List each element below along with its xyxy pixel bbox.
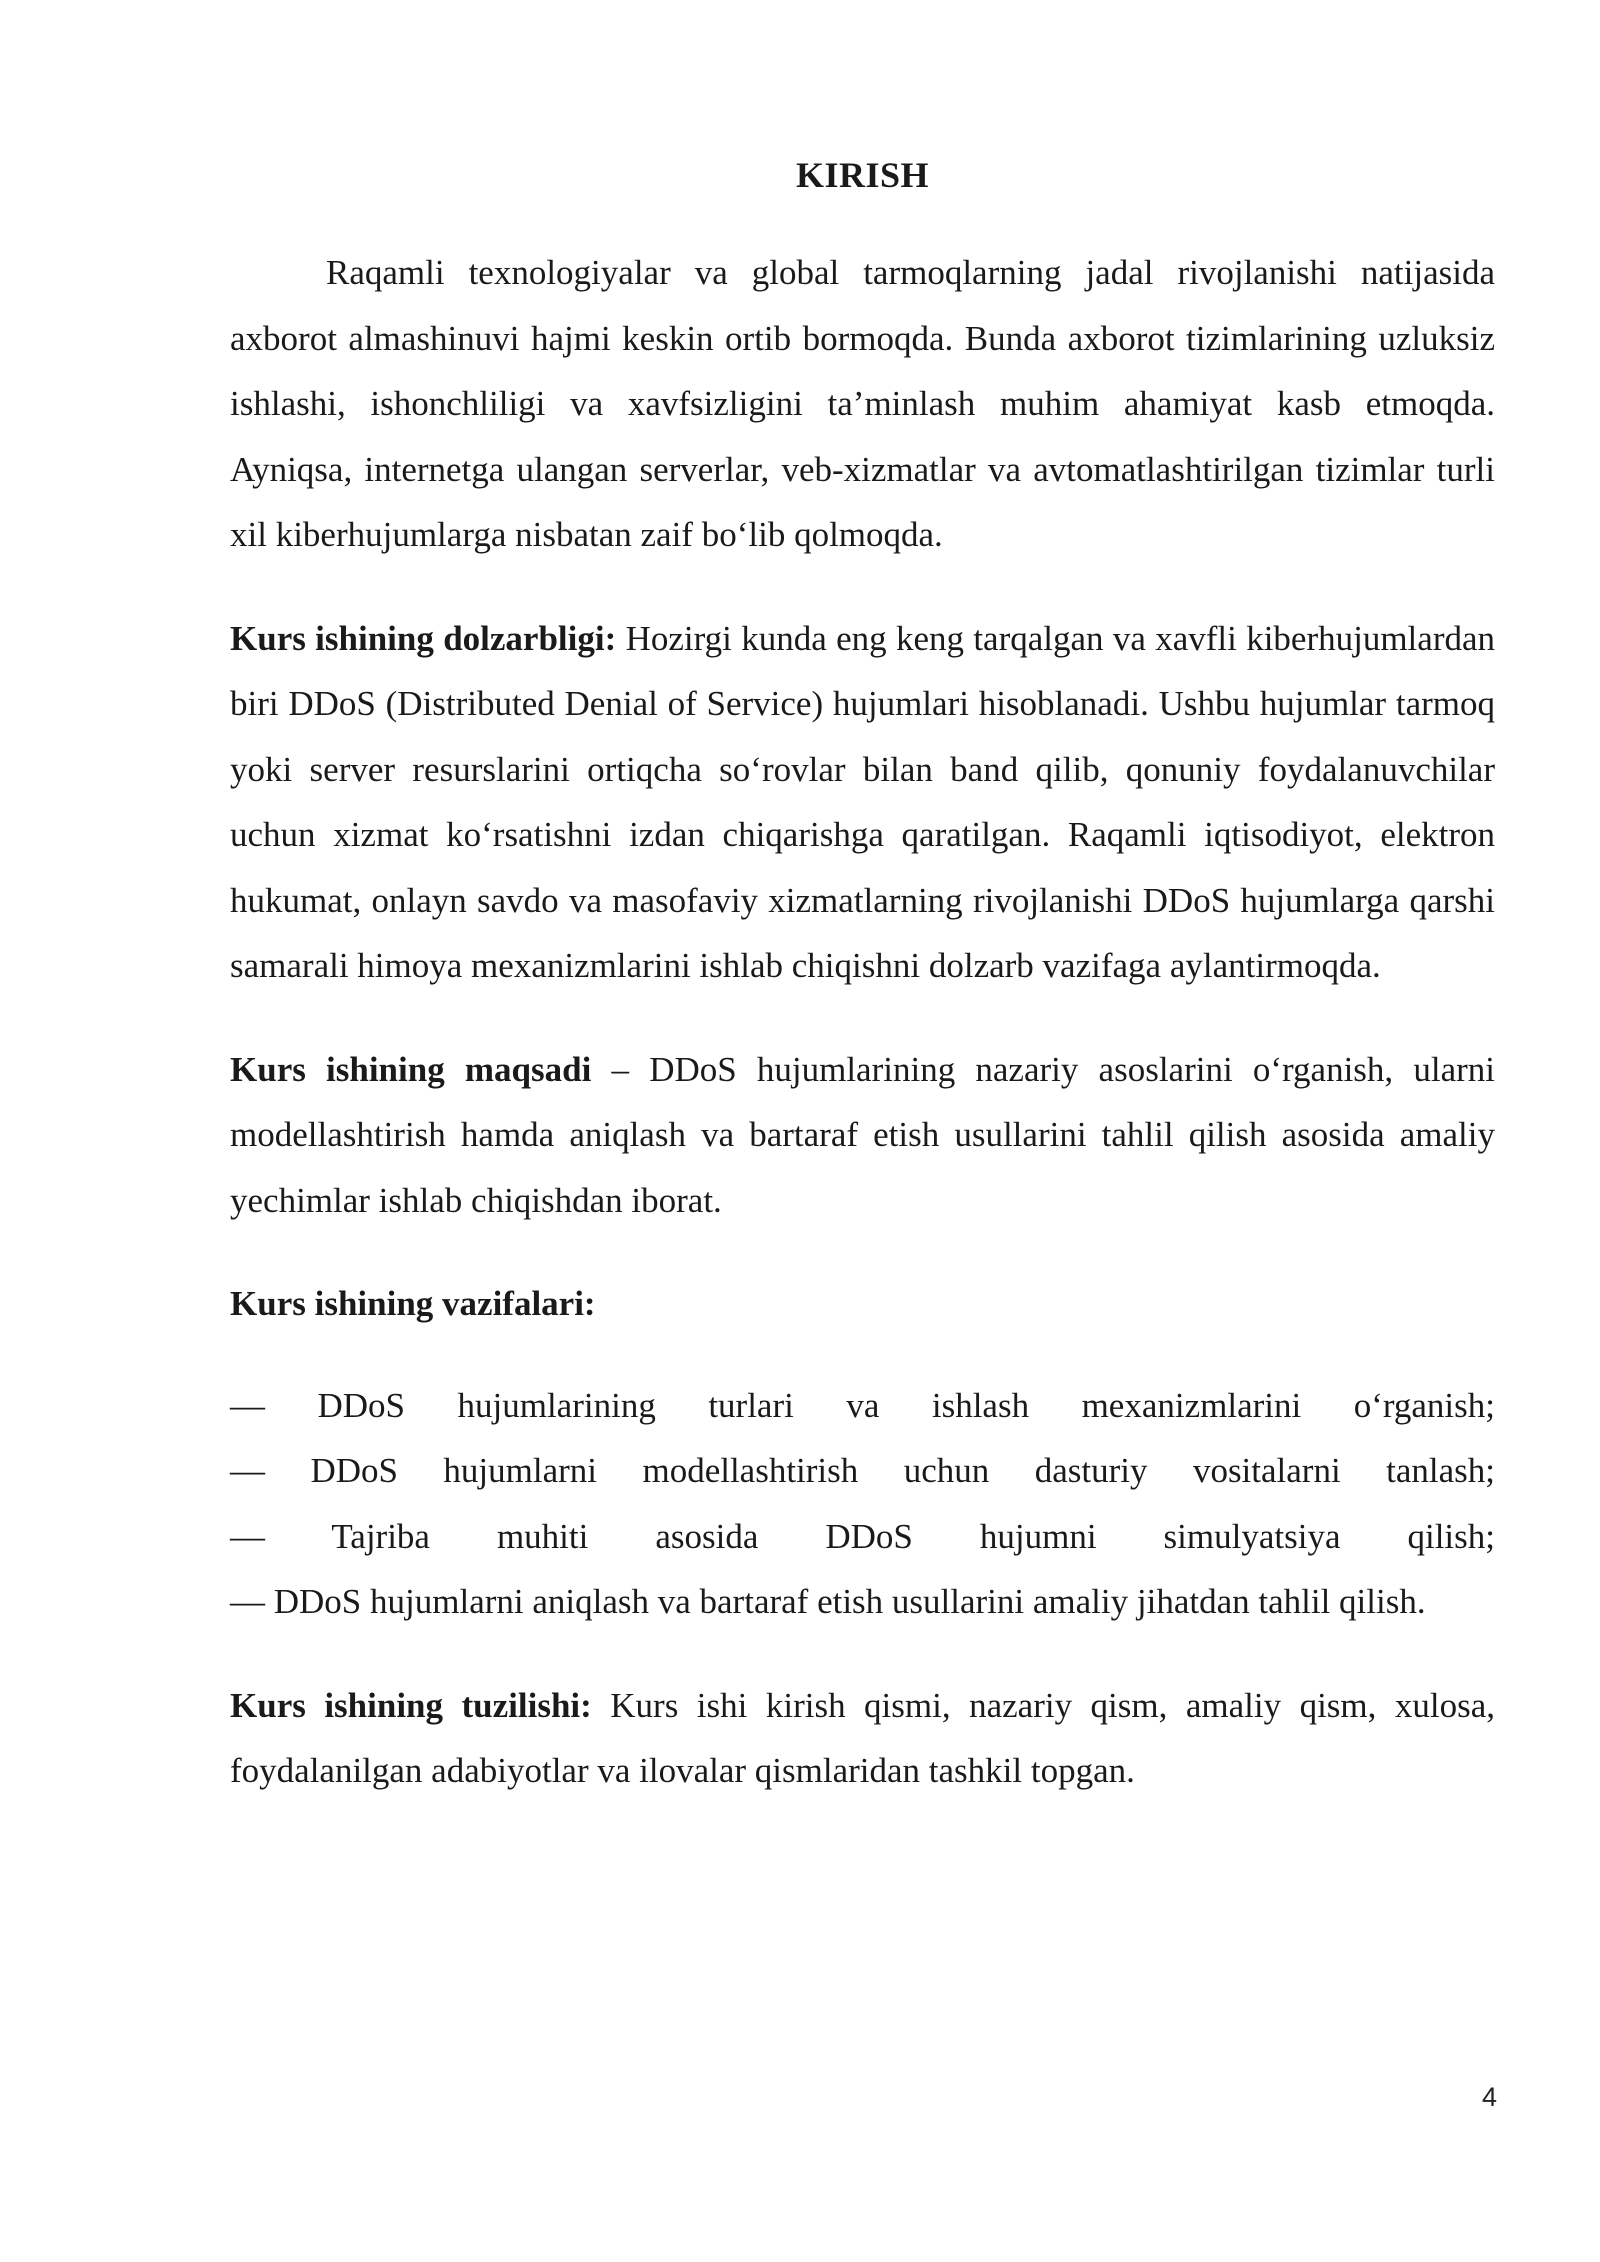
task-item: — DDoS hujumlarni modellashtirish uchun dasturiy vositalarni tanlash; [230,1451,1495,1490]
task-item: — DDoS hujumlarining turlari va ishlash mexanizmlarini o‘rganish; [230,1385,1495,1425]
goal-paragraph [230,1037,1495,1234]
tasks-list [230,1373,1495,1635]
task-item: — Tajriba muhiti asosida DDoS hujumni simulyatsiya qilish; [230,1516,1495,1556]
task-item: — DDoS hujumlarni aniqlash va bartaraf etish usullarini amaliy jihatdan tahlil qilish. [230,1582,1426,1621]
document-page [230,140,1495,1804]
structure-label: Kurs ishining tuzilishi: [230,1685,592,1725]
relevance-text: Hozirgi kunda eng keng tarqalgan va xavfli kiberhujumlardan biri DDoS (Distributed Denial of Service) hujumlari hisoblanadi. Ushbu hujumlar tarmoq yoki server resurslarini ortiqcha so‘rovlar bilan band qilib, qonuniy foydalanuvchilar uchun xizmat ko‘rsatishni izdan chiqarishga qaratilgan. Raqamli iqtisodiyot, elektron hukumat, onlayn savdo va masofaviy xizmatlarning rivojlanishi DDoS hujumlarga qarshi samarali himoya mexanizmlarini ishlab chiqishni dolzarb vazifaga aylantirmoqda. [230,618,1496,985]
intro-paragraph: Raqamli texnologiyalar va global tarmoqlarning jadal rivojlanishi natijasida axborot almashinuvi hajmi keskin ortib bormoqda. Bunda axborot tizimlarining uzluksiz ishlashi, ishonchliligi va xavfsizligini ta’minlash muhim ahamiyat kasb etmoqda. Ayniqsa, internetga ulangan serverlar, veb-xizmatlar va avtomatlashtirilgan tizimlar turli xil kiberhujumlarga nisbatan zaif bo‘lib qolmoqda. [230,253,1495,554]
structure-text: Kurs ishi kirish qismi, nazariy qism, amaliy qism, xulosa, foydalanilgan adabiyotlar va ilovalar qismlaridan tashkil topgan. [230,1685,1495,1790]
page-title: KIRISH [795,155,930,195]
goal-text: – DDoS hujumlarining nazariy asoslarini o‘rganish, ularni modellashtirish hamda aniqlash va bartaraf etish usullarini tahlil qilish asosida amaliy yechimlar ishlab chiqishdan iborat. [230,1049,1495,1220]
page-number: 4 [1481,2082,1497,2112]
relevance-label: Kurs ishining dolzarbligi: [230,618,617,658]
tasks-heading: Kurs ishining vazifalari: [230,1284,596,1323]
goal-label: Kurs ishining maqsadi [230,1049,592,1089]
relevance-paragraph [230,606,1495,999]
structure-paragraph [230,1673,1495,1804]
